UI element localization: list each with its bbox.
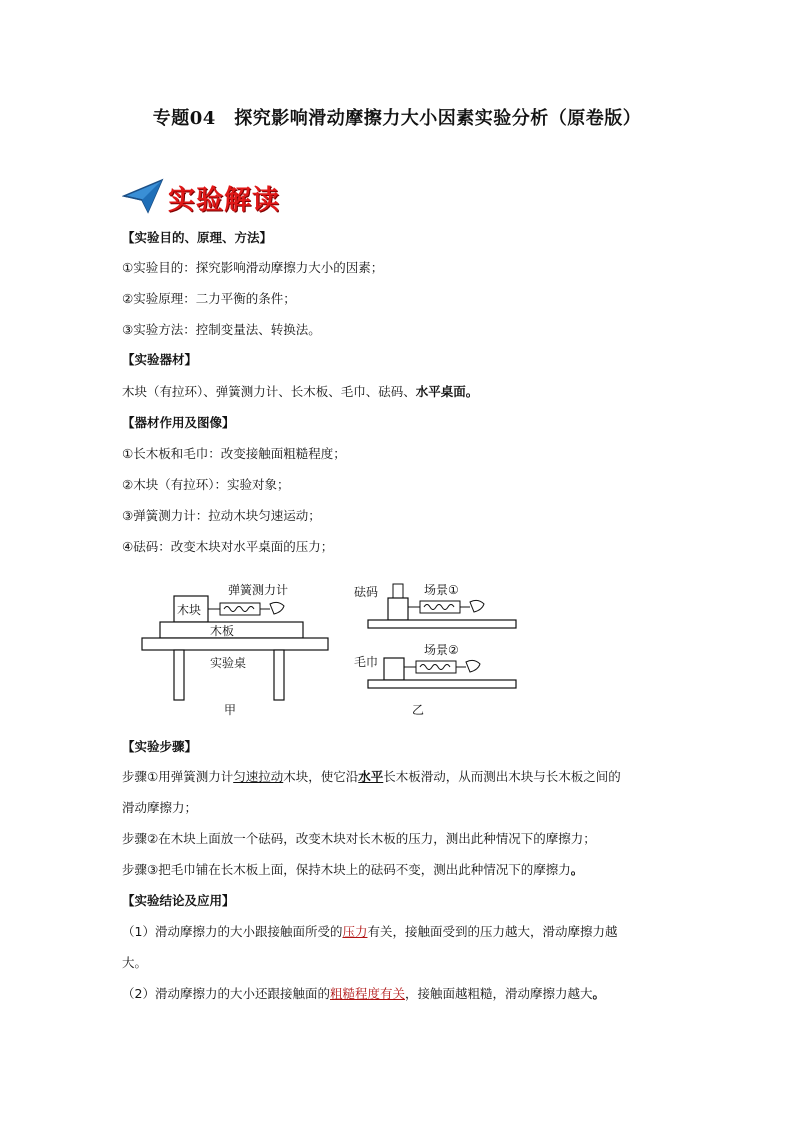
equipment-bold: 水平桌面。 xyxy=(415,384,479,399)
roles-item: ②木块（有拉环）：实验对象； xyxy=(122,477,290,492)
experiment-figure xyxy=(140,574,660,724)
step3-end: 。 xyxy=(570,862,584,877)
paper-plane-icon xyxy=(122,176,166,216)
weight-label: 砝码 xyxy=(354,585,379,599)
step-2: 步骤②在木块上面放一个砝码，改变木块对长木板的压力，测出此种情况下的摩擦力； xyxy=(122,831,596,846)
c2-text: （2）滑动摩擦力的大小还跟接触面的 xyxy=(122,986,330,1001)
meter-label: 弹簧测力计 xyxy=(228,583,289,597)
step1-underline: 匀速拉动 xyxy=(233,769,284,784)
table-top xyxy=(142,638,328,650)
towel-label: 毛巾 xyxy=(354,655,379,669)
equipment-text xyxy=(122,382,682,402)
step1-text: 木块，使它沿 xyxy=(283,769,359,784)
purpose-item: ③实验方法：控制变量法、转换法。 xyxy=(122,322,321,337)
figure-jia xyxy=(142,582,328,717)
step-3 xyxy=(122,860,682,880)
equipment-list: 木块（有拉环）、弹簧测力计、长木板、毛巾、砝码、 xyxy=(122,384,416,399)
steps-heading: 【实验步骤】 xyxy=(122,739,198,754)
step-1-cont: 滑动摩擦力； xyxy=(122,800,198,815)
step1-text: 长木板滑动，从而测出木块与长木板之间的 xyxy=(383,769,621,784)
block-shape xyxy=(388,598,408,620)
board-shape xyxy=(368,620,516,628)
purpose-item: ②实验原理：二力平衡的条件； xyxy=(122,291,296,306)
conclusion-1 xyxy=(122,922,682,942)
page-title: 专题04 探究影响滑动摩擦力大小因素实验分析（原卷版） xyxy=(152,108,642,129)
table-leg xyxy=(274,650,284,700)
scene1-label: 场景① xyxy=(424,583,459,597)
table-leg xyxy=(174,650,184,700)
roles-item: ④砝码：改变木块对水平桌面的压力； xyxy=(122,539,334,554)
roles-heading: 【器材作用及图像】 xyxy=(122,415,235,430)
equipment-heading: 【实验器材】 xyxy=(122,352,198,367)
c1-underline: 压力 xyxy=(342,924,368,939)
c1-text: 有关，接触面受到的压力越大，滑动摩擦力越 xyxy=(367,924,618,939)
board-shape xyxy=(368,680,516,688)
purpose-item: ①实验目的：探究影响滑动摩擦力大小的因素； xyxy=(122,260,384,275)
c1-text: （1）滑动摩擦力的大小跟接触面所受的 xyxy=(122,924,343,939)
banner-title: 实验解读 xyxy=(168,185,280,216)
table-label: 实验桌 xyxy=(210,656,247,670)
c2-text: ，接触面越粗糙，滑动摩擦力越大 xyxy=(404,986,593,1001)
step3-text: 步骤③把毛巾铺在长木板上面，保持木块上的砝码不变，测出此种情况下的摩擦力 xyxy=(122,862,571,877)
conclusion-heading: 【实验结论及应用】 xyxy=(122,893,235,908)
conclusion-1-cont: 大。 xyxy=(122,955,148,970)
scene2-label: 场景② xyxy=(424,643,459,657)
step-1 xyxy=(122,767,682,787)
hand-icon xyxy=(466,660,480,672)
hand-icon xyxy=(470,600,484,612)
hand-icon xyxy=(270,602,284,614)
c2-end: 。 xyxy=(592,986,606,1001)
caption-jia: 甲 xyxy=(224,703,237,717)
block-shape xyxy=(384,658,404,680)
c2-underline: 粗糙程度有关 xyxy=(329,986,405,1001)
figure-yi xyxy=(354,582,516,717)
caption-yi: 乙 xyxy=(412,703,425,717)
weight-shape xyxy=(393,584,403,598)
conclusion-2 xyxy=(122,984,682,1004)
purpose-heading: 【实验目的、原理、方法】 xyxy=(122,230,273,245)
section-banner xyxy=(122,176,322,216)
roles-item: ③弹簧测力计：拉动木块匀速运动； xyxy=(122,508,321,523)
step1-underline: 水平 xyxy=(358,769,384,784)
block-label: 木块 xyxy=(177,603,202,617)
step1-text: 步骤①用弹簧测力计 xyxy=(122,769,234,784)
roles-item: ①长木板和毛巾：改变接触面粗糙程度； xyxy=(122,446,346,461)
board-label: 木板 xyxy=(210,624,235,638)
